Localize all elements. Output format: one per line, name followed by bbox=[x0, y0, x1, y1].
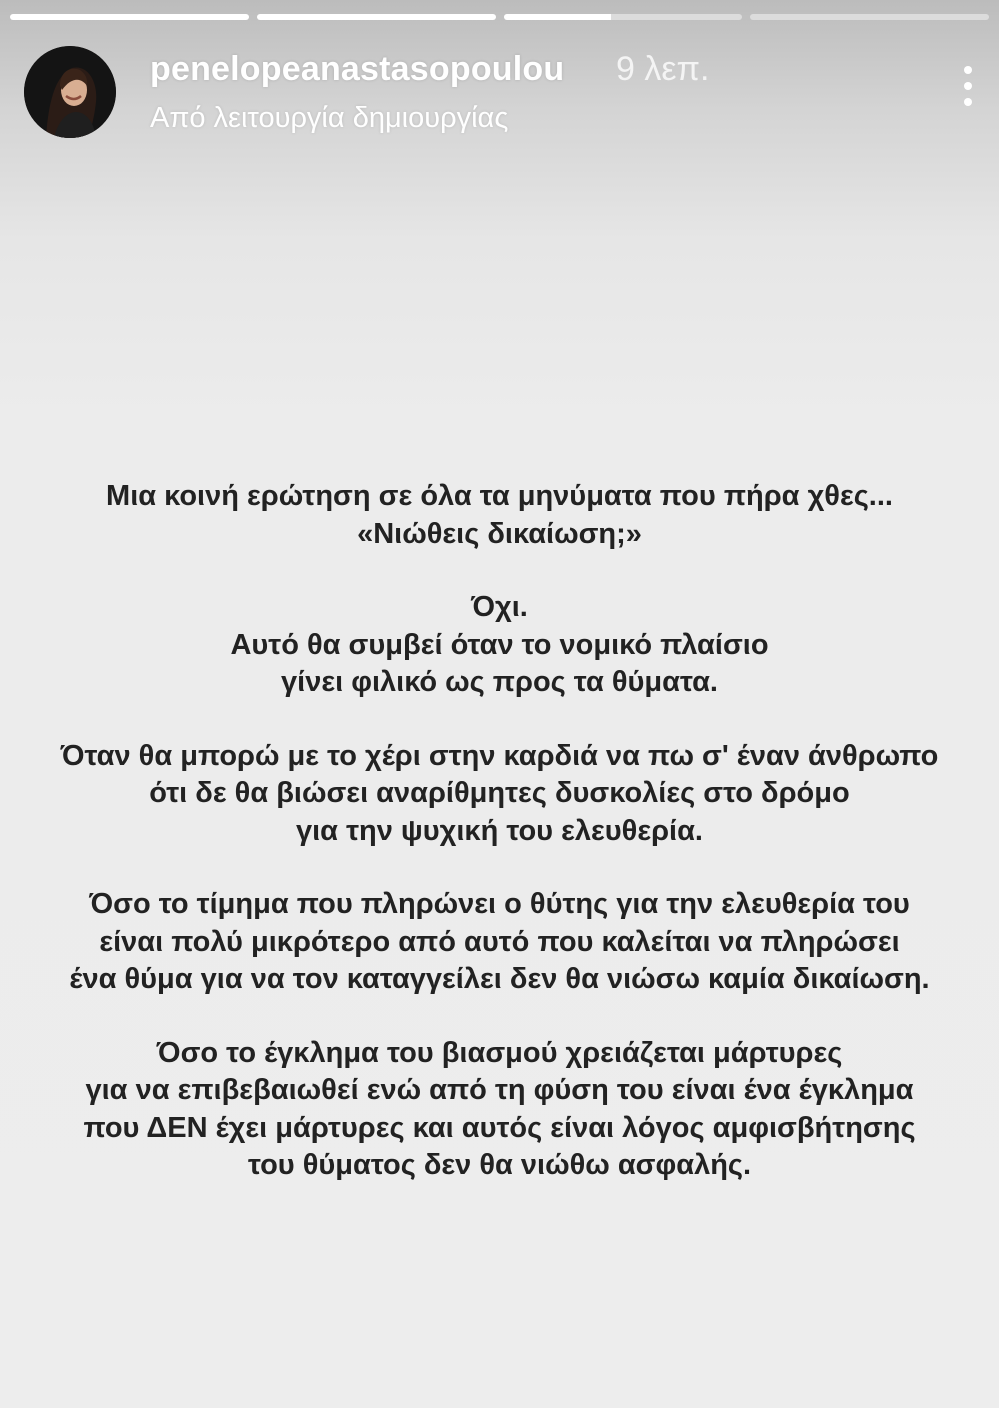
paragraph bbox=[0, 1035, 999, 1185]
username[interactable]: penelopeanastasopoulou bbox=[150, 50, 565, 88]
text-line: Μια κοινή ερώτηση σε όλα τα μηνύματα που πήρα χθες... bbox=[106, 480, 893, 512]
avatar[interactable] bbox=[24, 46, 116, 138]
paragraph bbox=[0, 478, 999, 553]
text-line: Όσο το έγκλημα του βιασμού χρειάζεται μάρτυρες bbox=[156, 1036, 843, 1069]
paragraph bbox=[0, 738, 999, 851]
text-line: Αυτό θα συμβεί όταν το νομικό πλαίσιο bbox=[230, 628, 769, 661]
text-line: Όταν θα μπορώ με το χέρι στην καρδιά να πω σ' έναν άνθρωπο bbox=[60, 739, 939, 772]
paragraph bbox=[0, 589, 999, 702]
progress-segment[interactable] bbox=[257, 14, 496, 20]
text-line: του θύματος δεν θα νιώθω ασφαλής. bbox=[247, 1149, 752, 1181]
paragraph bbox=[0, 886, 999, 999]
story-source-label[interactable]: Από λειτουργία δημιουργίας bbox=[150, 102, 509, 134]
story-text bbox=[0, 478, 999, 1221]
text-line: για την ψυχική του ελευθερία. bbox=[296, 814, 703, 847]
text-line: είναι πολύ μικρότερο από αυτό που καλείται να πληρώσει bbox=[99, 925, 900, 958]
text-line: ότι δε θα βιώσει αναρίθμητες δυσκολίες στο δρόμο bbox=[149, 777, 850, 809]
story-progress-bar bbox=[10, 14, 989, 20]
profile-avatar-icon bbox=[24, 46, 116, 138]
text-line: Όχι. bbox=[471, 591, 528, 623]
story-header bbox=[24, 44, 989, 140]
text-line: γίνει φιλικό ως προς τα θύματα. bbox=[281, 666, 718, 698]
text-line: Όσο το τίμημα που πληρώνει ο θύτης για την ελευθερία του bbox=[89, 888, 910, 920]
text-line: ένα θύμα για να τον καταγγείλει δεν θα νιώσω καμία δικαίωση. bbox=[69, 963, 930, 995]
progress-segment[interactable] bbox=[504, 14, 743, 20]
post-time: 9 λεπ. bbox=[616, 50, 710, 88]
progress-segment[interactable] bbox=[10, 14, 249, 20]
text-line: «Νιώθεις δικαίωση;» bbox=[357, 517, 642, 550]
progress-segment[interactable] bbox=[750, 14, 989, 20]
more-vertical-icon[interactable] bbox=[955, 66, 981, 118]
text-line: για να επιβεβαιωθεί ενώ από τη φύση του είναι ένα έγκλημα bbox=[85, 1074, 914, 1106]
text-line: που ΔΕΝ έχει μάρτυρες και αυτός είναι λόγος αμφισβήτησης bbox=[83, 1111, 916, 1144]
